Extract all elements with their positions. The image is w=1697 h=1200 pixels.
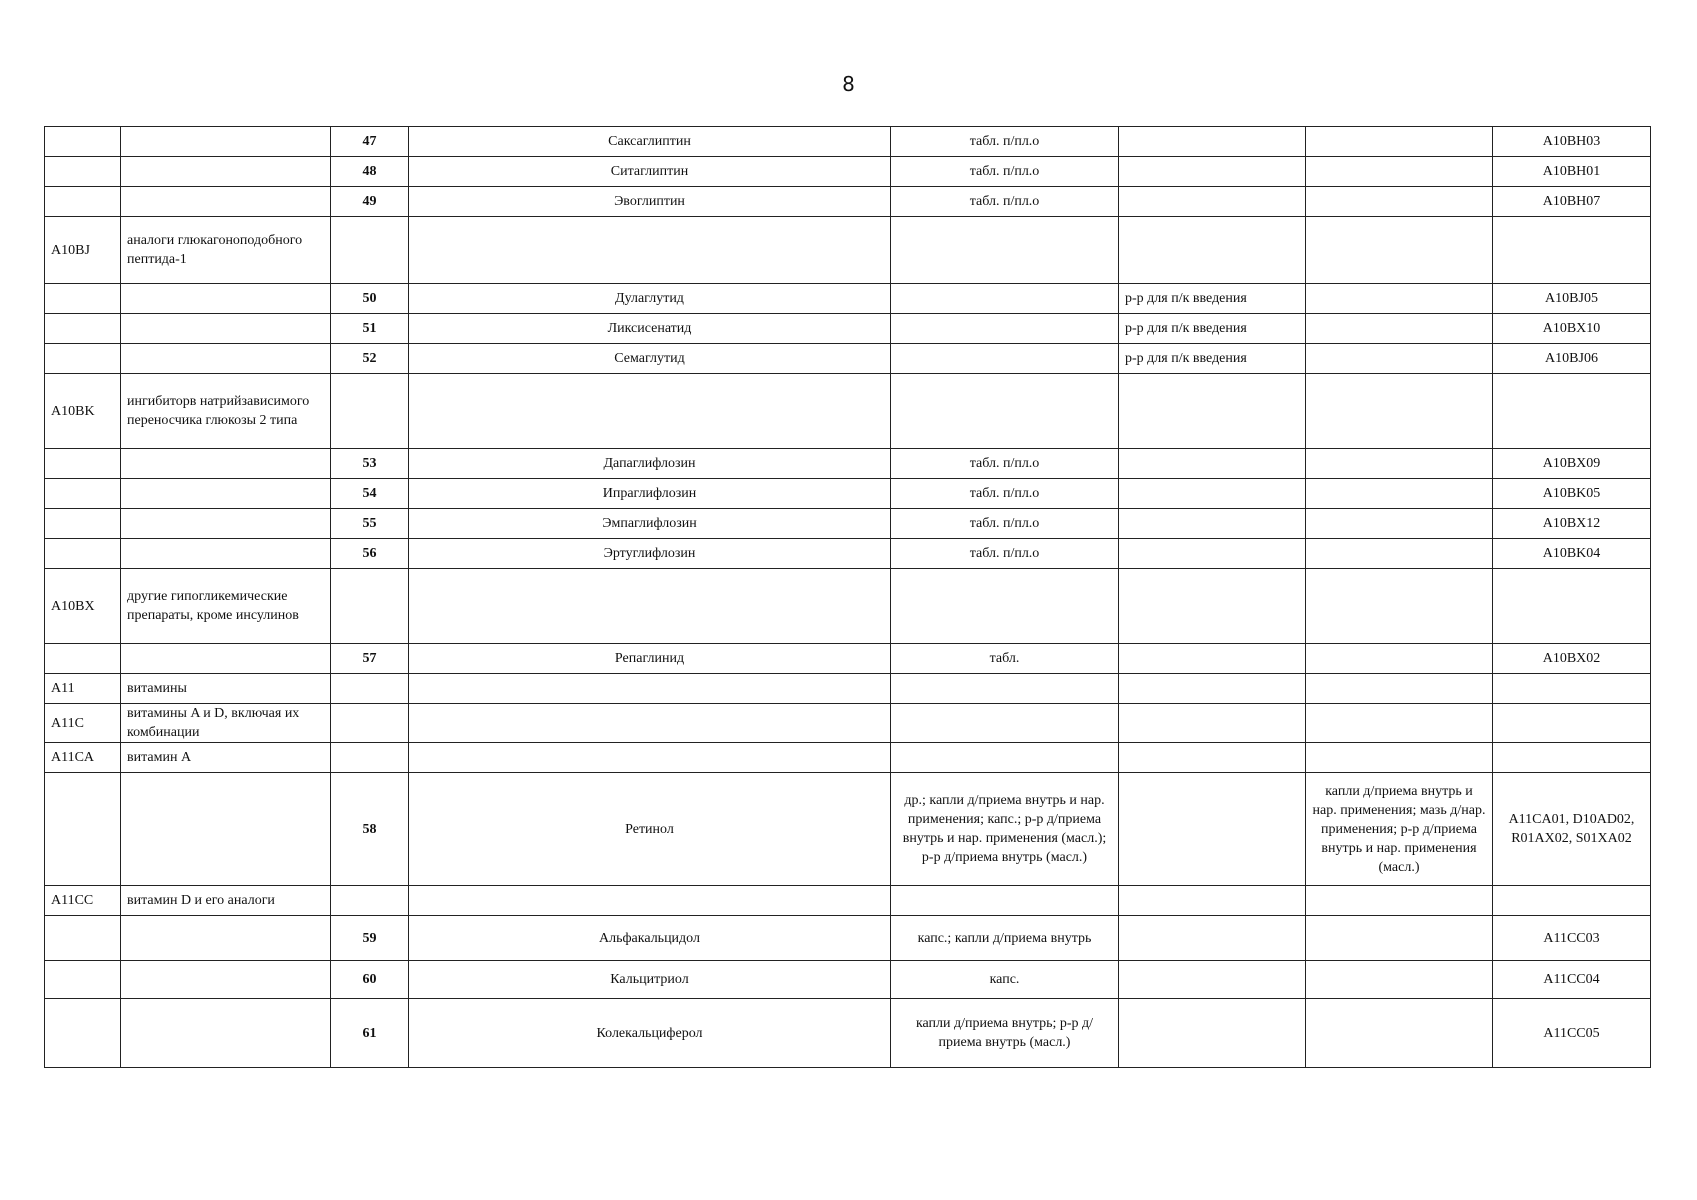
drug-name — [409, 704, 891, 743]
dosage-form — [891, 569, 1119, 644]
dosage-form — [891, 886, 1119, 916]
item-number: 48 — [331, 157, 409, 187]
group-name: ингибиторв натрийзависимого переносчика глюкозы 2 типа — [121, 374, 331, 449]
dosage-form: табл. п/пл.о — [891, 509, 1119, 539]
atc-group-code — [45, 314, 121, 344]
item-number: 60 — [331, 961, 409, 999]
dosage-form-extra — [1306, 127, 1493, 157]
drug-name: Ситаглиптин — [409, 157, 891, 187]
group-name: витамины A и D, включая их комбинации — [121, 704, 331, 743]
drug-name — [409, 886, 891, 916]
atc-code: A10BH03 — [1493, 127, 1651, 157]
dosage-form-alt — [1119, 374, 1306, 449]
atc-group-code: A11CA — [45, 743, 121, 773]
item-number — [331, 674, 409, 704]
item-number — [331, 374, 409, 449]
dosage-form-alt — [1119, 674, 1306, 704]
dosage-form-alt — [1119, 961, 1306, 999]
item-number: 61 — [331, 999, 409, 1068]
atc-group-code: A11 — [45, 674, 121, 704]
item-number: 51 — [331, 314, 409, 344]
atc-group-code — [45, 479, 121, 509]
dosage-form — [891, 284, 1119, 314]
dosage-form-alt — [1119, 539, 1306, 569]
dosage-form-extra — [1306, 509, 1493, 539]
atc-code — [1493, 886, 1651, 916]
drug-name — [409, 374, 891, 449]
item-number: 50 — [331, 284, 409, 314]
group-name — [121, 187, 331, 217]
drug-name: Дулаглутид — [409, 284, 891, 314]
dosage-form-alt — [1119, 886, 1306, 916]
atc-code — [1493, 674, 1651, 704]
table-row — [45, 374, 1651, 449]
atc-group-code: A11C — [45, 704, 121, 743]
dosage-form-extra — [1306, 344, 1493, 374]
dosage-form-extra — [1306, 743, 1493, 773]
drug-name: Репаглинид — [409, 644, 891, 674]
atc-code: A10BH07 — [1493, 187, 1651, 217]
table-row — [45, 127, 1651, 157]
drug-name — [409, 743, 891, 773]
atc-group-code: A10BJ — [45, 217, 121, 284]
atc-code: A10BK05 — [1493, 479, 1651, 509]
table-row — [45, 509, 1651, 539]
dosage-form-extra — [1306, 187, 1493, 217]
atc-code: A10BX10 — [1493, 314, 1651, 344]
atc-code — [1493, 743, 1651, 773]
group-name — [121, 509, 331, 539]
dosage-form: капс. — [891, 961, 1119, 999]
atc-group-code — [45, 449, 121, 479]
dosage-form-extra — [1306, 314, 1493, 344]
dosage-form — [891, 704, 1119, 743]
dosage-form: табл. — [891, 644, 1119, 674]
dosage-form-extra — [1306, 157, 1493, 187]
dosage-form — [891, 217, 1119, 284]
atc-group-code — [45, 127, 121, 157]
atc-code — [1493, 217, 1651, 284]
table-row — [45, 886, 1651, 916]
drug-name — [409, 569, 891, 644]
group-name — [121, 127, 331, 157]
dosage-form — [891, 314, 1119, 344]
table-row — [45, 449, 1651, 479]
atc-group-code — [45, 916, 121, 961]
table-row — [45, 999, 1651, 1068]
atc-code: A10BX12 — [1493, 509, 1651, 539]
dosage-form: капс.; капли д/приема внутрь — [891, 916, 1119, 961]
dosage-form-extra — [1306, 217, 1493, 284]
dosage-form-alt — [1119, 217, 1306, 284]
atc-code: A11CA01, D10AD02, R01AX02, S01XA02 — [1493, 773, 1651, 886]
dosage-form-extra — [1306, 539, 1493, 569]
drug-name: Колекальциферол — [409, 999, 891, 1068]
dosage-form: табл. п/пл.о — [891, 539, 1119, 569]
item-number: 57 — [331, 644, 409, 674]
atc-group-code — [45, 644, 121, 674]
dosage-form-alt — [1119, 644, 1306, 674]
dosage-form: табл. п/пл.о — [891, 187, 1119, 217]
atc-group-code: A10BK — [45, 374, 121, 449]
table-row — [45, 157, 1651, 187]
item-number — [331, 569, 409, 644]
atc-code: A10BJ05 — [1493, 284, 1651, 314]
drug-name: Эртуглифлозин — [409, 539, 891, 569]
table-row — [45, 479, 1651, 509]
drug-name: Эмпаглифлозин — [409, 509, 891, 539]
group-name: аналоги глюкагоноподобного пептида-1 — [121, 217, 331, 284]
table-row — [45, 674, 1651, 704]
item-number: 52 — [331, 344, 409, 374]
dosage-form-extra — [1306, 284, 1493, 314]
atc-code: A10BX09 — [1493, 449, 1651, 479]
dosage-form-alt — [1119, 509, 1306, 539]
table-row — [45, 344, 1651, 374]
drug-name: Ипраглифлозин — [409, 479, 891, 509]
item-number — [331, 743, 409, 773]
table-row — [45, 644, 1651, 674]
atc-group-code — [45, 509, 121, 539]
group-name — [121, 961, 331, 999]
atc-group-code — [45, 539, 121, 569]
atc-code — [1493, 374, 1651, 449]
item-number: 56 — [331, 539, 409, 569]
dosage-form-extra — [1306, 569, 1493, 644]
dosage-form-alt — [1119, 449, 1306, 479]
atc-code: A11CC04 — [1493, 961, 1651, 999]
dosage-form: табл. п/пл.о — [891, 449, 1119, 479]
table-row — [45, 704, 1651, 743]
table-row — [45, 961, 1651, 999]
dosage-form: табл. п/пл.о — [891, 157, 1119, 187]
group-name: витамин A — [121, 743, 331, 773]
dosage-form-extra — [1306, 479, 1493, 509]
dosage-form-alt — [1119, 999, 1306, 1068]
table-row — [45, 743, 1651, 773]
group-name: витамины — [121, 674, 331, 704]
atc-group-code — [45, 157, 121, 187]
dosage-form-alt — [1119, 569, 1306, 644]
atc-group-code — [45, 773, 121, 886]
dosage-form: др.; капли д/приема внутрь и нар. применения; капс.; р-р д/приема внутрь и нар. применения (масл.); р-р д/приема внутрь (масл.) — [891, 773, 1119, 886]
table-row — [45, 916, 1651, 961]
dosage-form-alt — [1119, 743, 1306, 773]
group-name — [121, 284, 331, 314]
atc-code: A10BK04 — [1493, 539, 1651, 569]
atc-group-code — [45, 187, 121, 217]
drug-table — [44, 126, 1651, 1068]
drug-name — [409, 217, 891, 284]
table-row — [45, 217, 1651, 284]
dosage-form-extra — [1306, 961, 1493, 999]
drug-name: Кальцитриол — [409, 961, 891, 999]
dosage-form-extra — [1306, 999, 1493, 1068]
dosage-form: капли д/приема внутрь; р-р д/приема внутрь (масл.) — [891, 999, 1119, 1068]
item-number: 59 — [331, 916, 409, 961]
atc-code: A10BJ06 — [1493, 344, 1651, 374]
group-name — [121, 157, 331, 187]
drug-name — [409, 674, 891, 704]
dosage-form-alt: р-р для п/к введения — [1119, 344, 1306, 374]
atc-group-code: A11CC — [45, 886, 121, 916]
atc-group-code — [45, 961, 121, 999]
dosage-form-extra — [1306, 704, 1493, 743]
atc-group-code — [45, 284, 121, 314]
atc-code — [1493, 704, 1651, 743]
atc-group-code — [45, 999, 121, 1068]
dosage-form-extra — [1306, 374, 1493, 449]
atc-code: A11CC03 — [1493, 916, 1651, 961]
table-row — [45, 539, 1651, 569]
dosage-form-extra: капли д/приема внутрь и нар. применения; мазь д/нар. применения; р-р д/приема внутрь и нар. применения (масл.) — [1306, 773, 1493, 886]
item-number — [331, 217, 409, 284]
item-number: 55 — [331, 509, 409, 539]
drug-name: Семаглутид — [409, 344, 891, 374]
dosage-form-extra — [1306, 886, 1493, 916]
item-number: 49 — [331, 187, 409, 217]
dosage-form: табл. п/пл.о — [891, 127, 1119, 157]
atc-code: A11CC05 — [1493, 999, 1651, 1068]
group-name — [121, 773, 331, 886]
dosage-form-extra — [1306, 916, 1493, 961]
dosage-form-alt — [1119, 127, 1306, 157]
group-name — [121, 539, 331, 569]
drug-name: Дапаглифлозин — [409, 449, 891, 479]
drug-name: Альфакальцидол — [409, 916, 891, 961]
group-name: другие гипогликемические препараты, кроме инсулинов — [121, 569, 331, 644]
item-number: 58 — [331, 773, 409, 886]
dosage-form — [891, 674, 1119, 704]
dosage-form-alt — [1119, 704, 1306, 743]
table-row — [45, 773, 1651, 886]
atc-group-code: A10BX — [45, 569, 121, 644]
drug-name: Ретинол — [409, 773, 891, 886]
dosage-form-alt — [1119, 916, 1306, 961]
page-number: 8 — [842, 72, 855, 96]
drug-name: Ликсисенатид — [409, 314, 891, 344]
group-name — [121, 999, 331, 1068]
dosage-form-alt — [1119, 773, 1306, 886]
group-name — [121, 479, 331, 509]
table-row — [45, 314, 1651, 344]
item-number — [331, 704, 409, 743]
group-name — [121, 314, 331, 344]
dosage-form-alt — [1119, 479, 1306, 509]
dosage-form — [891, 344, 1119, 374]
atc-group-code — [45, 344, 121, 374]
group-name — [121, 449, 331, 479]
dosage-form-extra — [1306, 644, 1493, 674]
dosage-form-extra — [1306, 449, 1493, 479]
dosage-form-extra — [1306, 674, 1493, 704]
dosage-form-alt: р-р для п/к введения — [1119, 314, 1306, 344]
dosage-form-alt — [1119, 157, 1306, 187]
atc-code: A10BH01 — [1493, 157, 1651, 187]
atc-code: A10BX02 — [1493, 644, 1651, 674]
atc-code — [1493, 569, 1651, 644]
item-number: 54 — [331, 479, 409, 509]
dosage-form-alt — [1119, 187, 1306, 217]
item-number: 47 — [331, 127, 409, 157]
item-number — [331, 886, 409, 916]
group-name — [121, 344, 331, 374]
group-name — [121, 644, 331, 674]
dosage-form — [891, 374, 1119, 449]
table-row — [45, 187, 1651, 217]
group-name — [121, 916, 331, 961]
table-row — [45, 569, 1651, 644]
drug-name: Эвоглиптин — [409, 187, 891, 217]
dosage-form — [891, 743, 1119, 773]
drug-name: Саксаглиптин — [409, 127, 891, 157]
table-row — [45, 284, 1651, 314]
group-name: витамин D и его аналоги — [121, 886, 331, 916]
dosage-form: табл. п/пл.о — [891, 479, 1119, 509]
dosage-form-alt: р-р для п/к введения — [1119, 284, 1306, 314]
item-number: 53 — [331, 449, 409, 479]
